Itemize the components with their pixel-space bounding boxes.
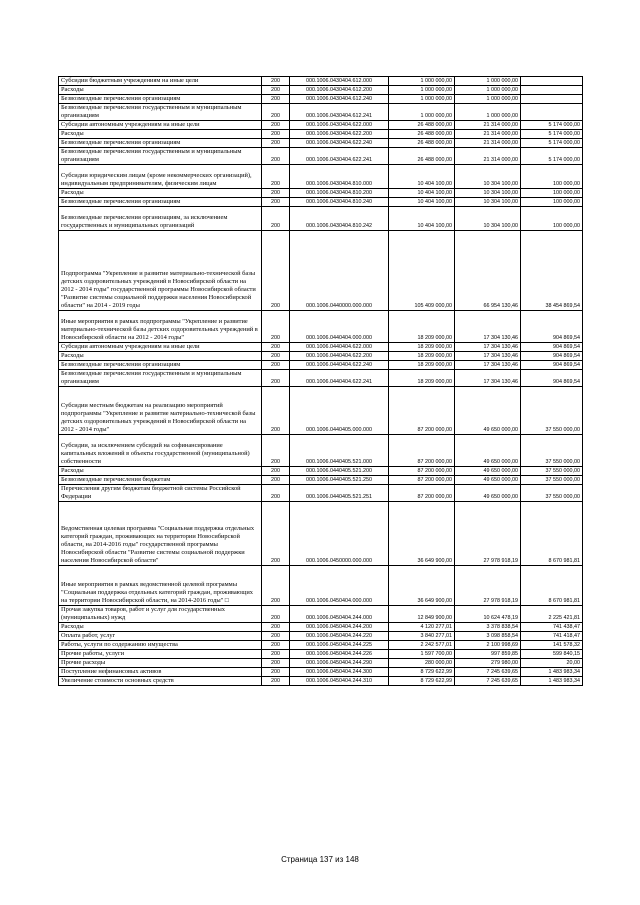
row-approved-cell: 26 488 000,00 [389, 121, 455, 130]
row-approved-cell: 12 849 900,00 [389, 606, 455, 623]
row-name-cell: Прочие работы, услуги [59, 650, 262, 659]
table-row [59, 623, 583, 632]
row-executed-cell: 10 304 100,00 [455, 189, 521, 198]
row-unexecuted-cell: 100 000,00 [521, 207, 583, 231]
row-unexecuted-cell: 1 483 983,34 [521, 677, 583, 686]
row-unexecuted-cell: 37 550 000,00 [521, 435, 583, 467]
row-name-cell: Расходы [59, 623, 262, 632]
row-name-cell: Безвозмездные перечисления государственным и муниципальным организациям [59, 370, 262, 387]
row-name-cell: Безвозмездные перечисления организациям [59, 139, 262, 148]
row-code-cell: 200 [262, 668, 290, 677]
row-approved-cell: 3 840 277,01 [389, 632, 455, 641]
row-approved-cell: 18 209 000,00 [389, 311, 455, 343]
row-unexecuted-cell: 904 869,54 [521, 370, 583, 387]
row-approved-cell: 26 488 000,00 [389, 130, 455, 139]
row-name-cell: Перечисления другим бюджетам бюджетной системы Российской Федерации [59, 485, 262, 502]
row-code-cell: 200 [262, 148, 290, 165]
table-body [59, 77, 583, 686]
table-row [59, 148, 583, 165]
row-approved-cell: 18 209 000,00 [389, 352, 455, 361]
table-row [59, 650, 583, 659]
table-row [59, 502, 583, 566]
row-name-cell: Безвозмездные перечисления государственным и муниципальным организациям [59, 104, 262, 121]
row-name-cell: Безвозмездные перечисления организациям [59, 95, 262, 104]
row-name-cell: Прочая закупка товаров, работ и услуг для государственных (муниципальных) нужд [59, 606, 262, 623]
table-row [59, 231, 583, 311]
table-row [59, 668, 583, 677]
row-approved-cell: 1 000 000,00 [389, 86, 455, 95]
row-code-cell: 200 [262, 476, 290, 485]
row-kbk-cell: 000.1006.0440404.000.000 [290, 311, 389, 343]
row-code-cell: 200 [262, 502, 290, 566]
row-approved-cell: 10 404 100,00 [389, 189, 455, 198]
row-unexecuted-cell: 904 869,54 [521, 311, 583, 343]
row-kbk-cell: 000.1006.0430404.810.200 [290, 189, 389, 198]
row-executed-cell: 7 245 639,65 [455, 677, 521, 686]
row-approved-cell: 1 000 000,00 [389, 104, 455, 121]
row-code-cell: 200 [262, 435, 290, 467]
row-approved-cell: 1 000 000,00 [389, 77, 455, 86]
row-name-cell: Субсидии юридическим лицам (кроме некоммерческих организаций), индивидуальным предпринимателям, физическим лицам [59, 165, 262, 189]
row-name-cell: Расходы [59, 130, 262, 139]
row-executed-cell: 17 304 130,46 [455, 343, 521, 352]
row-code-cell: 200 [262, 623, 290, 632]
row-unexecuted-cell: 599 840,15 [521, 650, 583, 659]
row-approved-cell: 1 597 700,00 [389, 650, 455, 659]
row-approved-cell: 10 404 100,00 [389, 207, 455, 231]
row-approved-cell: 10 404 100,00 [389, 198, 455, 207]
row-name-cell: Ведомственная целевая программа "Социальная поддержка отдельных категорий граждан, проживающих на территории Новосибирской области, на 2014-2016 годы" государственной программы Новосибирской области "Развитие системы социальной поддержки населения Новосибирской области" [59, 502, 262, 566]
row-approved-cell: 87 200 000,00 [389, 485, 455, 502]
row-unexecuted-cell: 100 000,00 [521, 165, 583, 189]
table-row [59, 86, 583, 95]
row-approved-cell: 18 209 000,00 [389, 361, 455, 370]
row-executed-cell: 1 000 000,00 [455, 77, 521, 86]
row-unexecuted-cell: 741 438,47 [521, 623, 583, 632]
row-kbk-cell: 000.1006.0440405.521.000 [290, 435, 389, 467]
row-kbk-cell: 000.1006.0430404.622.241 [290, 148, 389, 165]
row-unexecuted-cell: 904 869,54 [521, 352, 583, 361]
row-name-cell: Субсидии бюджетным учреждениям на иные цели [59, 77, 262, 86]
row-executed-cell: 49 650 000,00 [455, 387, 521, 435]
row-code-cell: 200 [262, 677, 290, 686]
row-code-cell: 200 [262, 566, 290, 606]
row-kbk-cell: 000.1006.0440404.622.000 [290, 343, 389, 352]
row-code-cell: 200 [262, 86, 290, 95]
row-approved-cell: 87 200 000,00 [389, 476, 455, 485]
row-executed-cell: 3 098 858,54 [455, 632, 521, 641]
row-approved-cell: 18 209 000,00 [389, 370, 455, 387]
row-code-cell: 200 [262, 130, 290, 139]
row-name-cell: Увеличение стоимости основных средств [59, 677, 262, 686]
row-unexecuted-cell [521, 86, 583, 95]
row-name-cell: Безвозмездные перечисления государственным и муниципальным организациям [59, 148, 262, 165]
row-name-cell: Субсидии, за исключением субсидий на софинансирование капитальных вложений в объекты государственной (муниципальной) собственности [59, 435, 262, 467]
row-approved-cell: 36 649 900,00 [389, 502, 455, 566]
row-unexecuted-cell: 904 869,54 [521, 361, 583, 370]
row-executed-cell: 10 304 100,00 [455, 198, 521, 207]
row-unexecuted-cell: 20,00 [521, 659, 583, 668]
row-unexecuted-cell: 100 000,00 [521, 189, 583, 198]
row-unexecuted-cell [521, 104, 583, 121]
table-row [59, 198, 583, 207]
row-executed-cell: 21 314 000,00 [455, 130, 521, 139]
row-approved-cell: 26 488 000,00 [389, 148, 455, 165]
row-name-cell: Расходы [59, 189, 262, 198]
table-row [59, 343, 583, 352]
row-approved-cell: 2 242 577,01 [389, 641, 455, 650]
row-code-cell: 200 [262, 387, 290, 435]
table-row [59, 104, 583, 121]
row-kbk-cell: 000.1006.0450000.000.000 [290, 502, 389, 566]
row-name-cell: Поступление нефинансовых активов [59, 668, 262, 677]
row-executed-cell: 3 378 838,54 [455, 623, 521, 632]
row-name-cell: Расходы [59, 86, 262, 95]
row-approved-cell: 36 649 900,00 [389, 566, 455, 606]
row-unexecuted-cell: 8 670 981,81 [521, 566, 583, 606]
row-kbk-cell: 000.1006.0440405.000.000 [290, 387, 389, 435]
row-name-cell: Оплата работ, услуг [59, 632, 262, 641]
row-approved-cell: 87 200 000,00 [389, 435, 455, 467]
row-executed-cell: 49 650 000,00 [455, 467, 521, 476]
row-executed-cell: 7 245 639,65 [455, 668, 521, 677]
table-row [59, 566, 583, 606]
row-kbk-cell: 000.1006.0450404.244.310 [290, 677, 389, 686]
row-approved-cell: 280 000,00 [389, 659, 455, 668]
row-kbk-cell: 000.1006.0440405.521.200 [290, 467, 389, 476]
row-executed-cell: 21 314 000,00 [455, 148, 521, 165]
table-row [59, 130, 583, 139]
row-executed-cell: 1 000 000,00 [455, 86, 521, 95]
row-kbk-cell: 000.1006.0430404.612.000 [290, 77, 389, 86]
row-executed-cell: 21 314 000,00 [455, 121, 521, 130]
row-name-cell: Иные мероприятия в рамках подпрограммы "Укрепление и развитие материально-технической базы детских оздоровительных учреждений в Новосибирской области на 2012 - 2014 годы" [59, 311, 262, 343]
row-unexecuted-cell: 904 869,54 [521, 343, 583, 352]
row-code-cell: 200 [262, 104, 290, 121]
row-kbk-cell: 000.1006.0440404.622.240 [290, 361, 389, 370]
row-name-cell: Иные мероприятия в рамках ведомственной целевой программы "Социальная поддержка отдельных категорий граждан, проживающих на территории Новосибирской области, на 2014-2016 годы" □ [59, 566, 262, 606]
row-kbk-cell: 000.1006.0440404.622.241 [290, 370, 389, 387]
page-footer: Страница 137 из 148 [281, 855, 359, 864]
row-executed-cell: 66 954 130,46 [455, 231, 521, 311]
row-kbk-cell: 000.1006.0430404.612.241 [290, 104, 389, 121]
row-code-cell: 200 [262, 467, 290, 476]
row-kbk-cell: 000.1006.0430404.622.200 [290, 130, 389, 139]
row-unexecuted-cell [521, 77, 583, 86]
row-unexecuted-cell: 1 483 983,34 [521, 668, 583, 677]
row-unexecuted-cell: 141 578,32 [521, 641, 583, 650]
row-name-cell: Подпрограмма "Укрепление и развитие материально-технической базы детских оздоровительных учреждений в Новосибирской области на 2012 - 2014 годы" государственной программы Новосибирской области "Развитие системы социальной поддержки населения Новосибирской области" на 2014 - 2019 годы [59, 231, 262, 311]
row-executed-cell: 21 314 000,00 [455, 139, 521, 148]
row-name-cell: Расходы [59, 352, 262, 361]
row-code-cell: 200 [262, 121, 290, 130]
row-code-cell: 200 [262, 231, 290, 311]
row-unexecuted-cell: 37 550 000,00 [521, 387, 583, 435]
budget-table [58, 76, 583, 686]
row-kbk-cell: 000.1006.0430404.612.240 [290, 95, 389, 104]
table-row [59, 352, 583, 361]
row-kbk-cell: 000.1006.0440405.521.251 [290, 485, 389, 502]
row-kbk-cell: 000.1006.0450404.244.220 [290, 632, 389, 641]
row-code-cell: 200 [262, 352, 290, 361]
row-unexecuted-cell: 2 225 421,81 [521, 606, 583, 623]
row-code-cell: 200 [262, 650, 290, 659]
row-executed-cell: 997 859,85 [455, 650, 521, 659]
table-row [59, 632, 583, 641]
table-row [59, 476, 583, 485]
row-kbk-cell: 000.1006.0450404.000.000 [290, 566, 389, 606]
row-kbk-cell: 000.1006.0430404.612.200 [290, 86, 389, 95]
table-row [59, 467, 583, 476]
row-executed-cell: 17 304 130,46 [455, 361, 521, 370]
row-unexecuted-cell [521, 95, 583, 104]
row-executed-cell: 2 100 998,69 [455, 641, 521, 650]
row-name-cell: Субсидии местным бюджетам на реализацию мероприятий подпрограммы "Укрепление и развитие материально-технической базы детских оздоровительных учреждений в Новосибирской области на 2012 - 2014 годы" [59, 387, 262, 435]
table-row [59, 641, 583, 650]
row-executed-cell: 49 650 000,00 [455, 435, 521, 467]
row-code-cell: 200 [262, 95, 290, 104]
row-unexecuted-cell: 5 174 000,00 [521, 148, 583, 165]
row-unexecuted-cell: 37 550 000,00 [521, 476, 583, 485]
row-approved-cell: 87 200 000,00 [389, 387, 455, 435]
row-unexecuted-cell: 8 670 981,81 [521, 502, 583, 566]
row-kbk-cell: 000.1006.0430404.622.240 [290, 139, 389, 148]
table-row [59, 207, 583, 231]
row-kbk-cell: 000.1006.0450404.244.300 [290, 668, 389, 677]
row-executed-cell: 17 304 130,46 [455, 311, 521, 343]
table-row [59, 165, 583, 189]
row-approved-cell: 87 200 000,00 [389, 467, 455, 476]
row-code-cell: 200 [262, 207, 290, 231]
row-unexecuted-cell: 100 000,00 [521, 198, 583, 207]
table-row [59, 139, 583, 148]
row-name-cell: Безвозмездные перечисления организациям, за исключением государственных и муниципальных организаций [59, 207, 262, 231]
row-kbk-cell: 000.1006.0430404.810.240 [290, 198, 389, 207]
row-unexecuted-cell: 5 174 000,00 [521, 130, 583, 139]
row-name-cell: Субсидии автономным учреждениям на иные цели [59, 121, 262, 130]
row-executed-cell: 10 304 100,00 [455, 165, 521, 189]
row-kbk-cell: 000.1006.0450404.244.225 [290, 641, 389, 650]
row-executed-cell: 27 978 918,19 [455, 566, 521, 606]
row-approved-cell: 105 409 000,00 [389, 231, 455, 311]
row-approved-cell: 8 729 622,99 [389, 677, 455, 686]
row-code-cell: 200 [262, 198, 290, 207]
row-kbk-cell: 000.1006.0440000.000.000 [290, 231, 389, 311]
row-executed-cell: 279 980,00 [455, 659, 521, 668]
row-code-cell: 200 [262, 165, 290, 189]
table-row [59, 361, 583, 370]
row-unexecuted-cell: 5 174 000,00 [521, 139, 583, 148]
row-unexecuted-cell: 38 454 869,54 [521, 231, 583, 311]
row-kbk-cell: 000.1006.0440405.521.250 [290, 476, 389, 485]
table-row [59, 387, 583, 435]
row-executed-cell: 10 624 478,19 [455, 606, 521, 623]
row-name-cell: Безвозмездные перечисления организациям [59, 198, 262, 207]
row-approved-cell: 26 488 000,00 [389, 139, 455, 148]
row-executed-cell: 49 650 000,00 [455, 485, 521, 502]
row-approved-cell: 1 000 000,00 [389, 95, 455, 104]
row-executed-cell: 27 978 918,19 [455, 502, 521, 566]
table-row [59, 606, 583, 623]
row-kbk-cell: 000.1006.0450404.244.226 [290, 650, 389, 659]
row-executed-cell: 1 000 000,00 [455, 95, 521, 104]
row-executed-cell: 17 304 130,46 [455, 370, 521, 387]
table-row [59, 95, 583, 104]
row-kbk-cell: 000.1006.0450404.244.290 [290, 659, 389, 668]
row-code-cell: 200 [262, 343, 290, 352]
row-code-cell: 200 [262, 139, 290, 148]
row-executed-cell: 17 304 130,46 [455, 352, 521, 361]
row-name-cell: Расходы [59, 467, 262, 476]
table-row [59, 311, 583, 343]
row-kbk-cell: 000.1006.0430404.622.000 [290, 121, 389, 130]
row-name-cell: Субсидии автономным учреждениям на иные цели [59, 343, 262, 352]
row-code-cell: 200 [262, 659, 290, 668]
row-approved-cell: 8 729 622,99 [389, 668, 455, 677]
table-row [59, 659, 583, 668]
row-kbk-cell: 000.1006.0430404.810.000 [290, 165, 389, 189]
table-row [59, 189, 583, 198]
row-approved-cell: 4 120 277,01 [389, 623, 455, 632]
row-kbk-cell: 000.1006.0450404.244.000 [290, 606, 389, 623]
row-code-cell: 200 [262, 606, 290, 623]
row-unexecuted-cell: 37 550 000,00 [521, 467, 583, 476]
row-code-cell: 200 [262, 361, 290, 370]
row-approved-cell: 18 209 000,00 [389, 343, 455, 352]
row-code-cell: 200 [262, 641, 290, 650]
row-code-cell: 200 [262, 370, 290, 387]
table-row [59, 121, 583, 130]
row-approved-cell: 10 404 100,00 [389, 165, 455, 189]
row-code-cell: 200 [262, 485, 290, 502]
row-unexecuted-cell: 37 550 000,00 [521, 485, 583, 502]
row-name-cell: Прочие расходы [59, 659, 262, 668]
table-row [59, 485, 583, 502]
row-kbk-cell: 000.1006.0440404.622.200 [290, 352, 389, 361]
row-unexecuted-cell: 5 174 000,00 [521, 121, 583, 130]
row-name-cell: Безвозмездные перечисления бюджетам [59, 476, 262, 485]
row-code-cell: 200 [262, 189, 290, 198]
table-row [59, 677, 583, 686]
row-executed-cell: 49 650 000,00 [455, 476, 521, 485]
row-unexecuted-cell: 741 418,47 [521, 632, 583, 641]
row-kbk-cell: 000.1006.0450404.244.200 [290, 623, 389, 632]
row-name-cell: Безвозмездные перечисления организациям [59, 361, 262, 370]
table-row [59, 77, 583, 86]
row-kbk-cell: 000.1006.0430404.810.242 [290, 207, 389, 231]
row-name-cell: Работы, услуги по содержанию имущества [59, 641, 262, 650]
row-executed-cell: 1 000 000,00 [455, 104, 521, 121]
row-code-cell: 200 [262, 311, 290, 343]
row-executed-cell: 10 304 100,00 [455, 207, 521, 231]
row-code-cell: 200 [262, 632, 290, 641]
table-row [59, 435, 583, 467]
row-code-cell: 200 [262, 77, 290, 86]
table-row [59, 370, 583, 387]
